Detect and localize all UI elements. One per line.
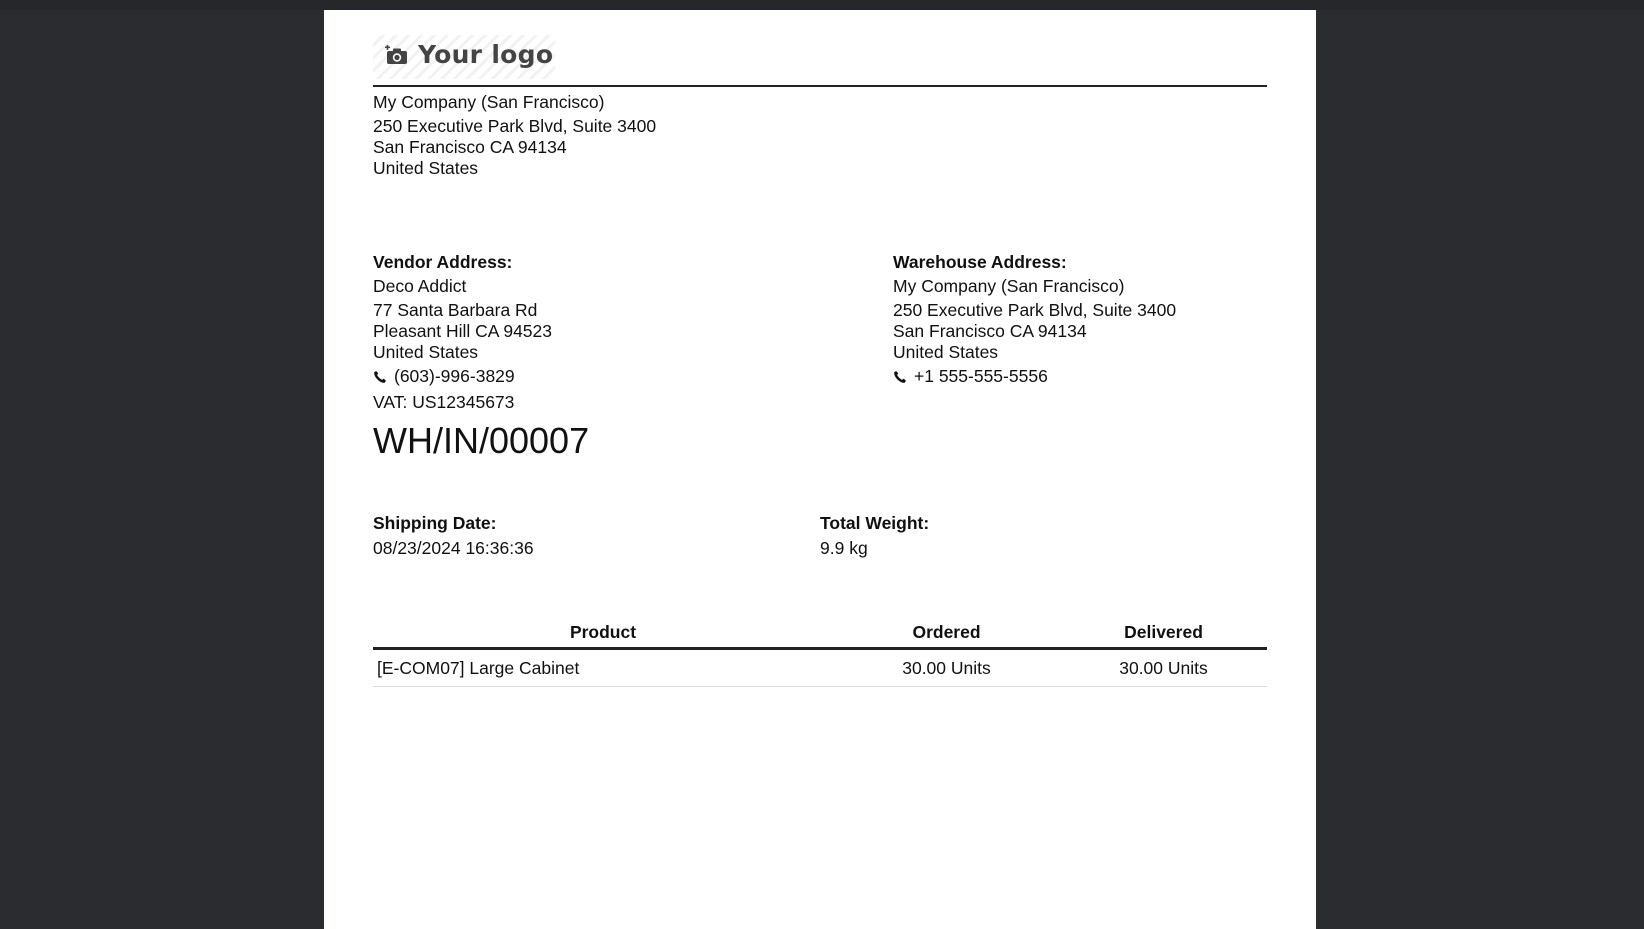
table-row: [373, 649, 1267, 687]
report-page: [324, 10, 1316, 929]
total-weight-value: 9.9 kg: [820, 538, 868, 558]
company-name: My Company (San Francisco): [373, 92, 605, 112]
vendor-vat: VAT: US12345673: [373, 392, 515, 412]
warehouse-name: My Company (San Francisco): [893, 276, 1125, 296]
vendor-city: Pleasant Hill CA 94523: [373, 321, 552, 341]
header-ordered: Ordered: [833, 617, 1060, 649]
header-divider: [373, 85, 1267, 87]
warehouse-country: United States: [893, 342, 999, 362]
vendor-phone-row: [373, 366, 515, 389]
camera-icon: [385, 45, 409, 70]
warehouse-heading: Warehouse Address:: [893, 252, 1067, 272]
phone-icon: [373, 368, 387, 389]
row-ordered: 30.00 Units: [833, 649, 1060, 687]
vendor-country: United States: [373, 342, 479, 362]
warehouse-street: 250 Executive Park Blvd, Suite 3400: [893, 300, 1177, 320]
company-city: San Francisco CA 94134: [373, 137, 567, 157]
shipping-date-label: Shipping Date:: [373, 513, 497, 533]
company-logo: [373, 35, 555, 79]
header-delivered: Delivered: [1060, 617, 1267, 649]
vendor-street: 77 Santa Barbara Rd: [373, 300, 538, 320]
viewer-top-bar: [0, 0, 1644, 10]
row-product: [E-COM07] Large Cabinet: [373, 649, 833, 687]
warehouse-city: San Francisco CA 94134: [893, 321, 1087, 341]
company-street: 250 Executive Park Blvd, Suite 3400: [373, 116, 657, 136]
total-weight-label: Total Weight:: [820, 513, 930, 533]
warehouse-phone-row: [893, 366, 1048, 389]
picking-reference: WH/IN/00007: [373, 420, 590, 461]
header-product: Product: [373, 617, 833, 649]
logo-text: Your logo: [418, 40, 554, 69]
table-header-row: [373, 617, 1267, 649]
phone-icon: [893, 368, 907, 389]
warehouse-phone: +1 555-555-5556: [914, 366, 1048, 386]
company-country: United States: [373, 158, 479, 178]
shipping-date-value: 08/23/2024 16:36:36: [373, 538, 534, 558]
vendor-name: Deco Addict: [373, 276, 467, 296]
row-delivered: 30.00 Units: [1060, 649, 1267, 687]
vendor-heading: Vendor Address:: [373, 252, 513, 272]
vendor-phone: (603)-996-3829: [394, 366, 515, 386]
moves-table: [373, 617, 1267, 687]
